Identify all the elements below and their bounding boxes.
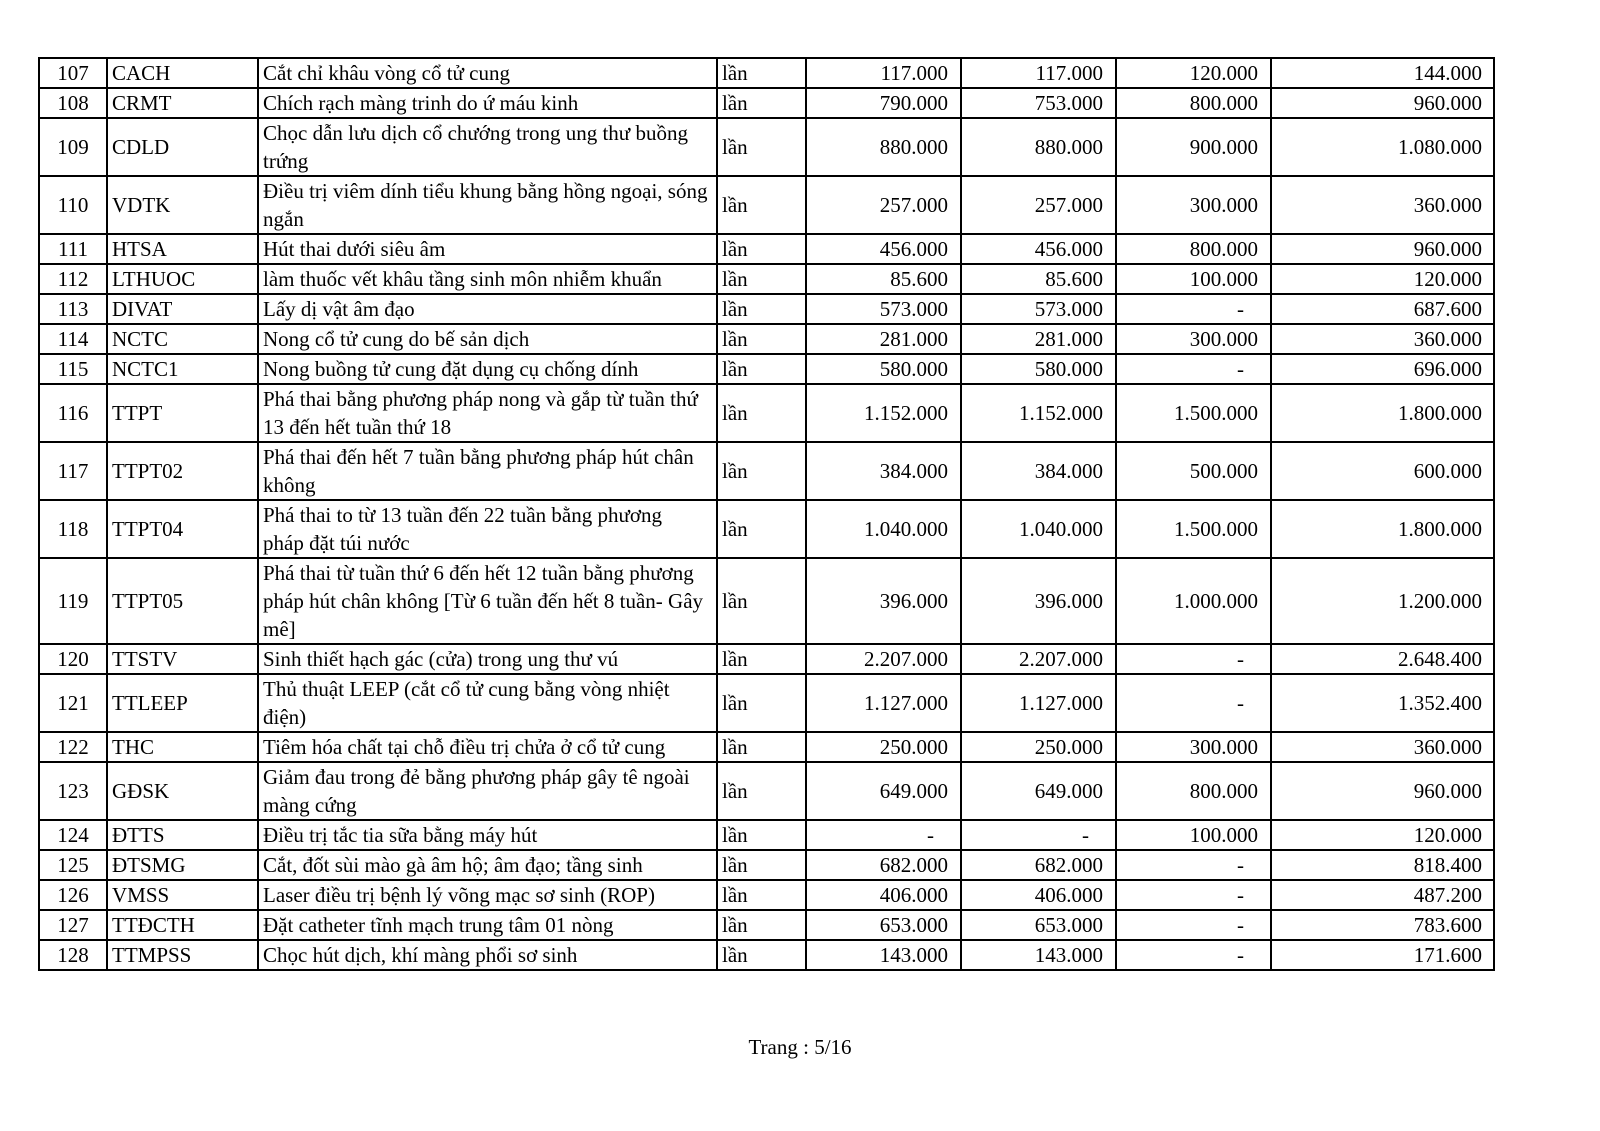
price-col-2-cell: 406.000 <box>961 880 1116 910</box>
service-code-cell: TTMPSS <box>107 940 258 970</box>
row-number-cell: 128 <box>39 940 107 970</box>
unit-cell: lần <box>717 850 806 880</box>
service-code-cell: CRMT <box>107 88 258 118</box>
unit-cell: lần <box>717 820 806 850</box>
price-col-4-cell: 171.600 <box>1271 940 1494 970</box>
unit-cell: lần <box>717 294 806 324</box>
unit-cell: lần <box>717 324 806 354</box>
service-name-cell: Đặt catheter tĩnh mạch trung tâm 01 nòng <box>258 910 717 940</box>
unit-cell: lần <box>717 88 806 118</box>
price-col-2-cell: 143.000 <box>961 940 1116 970</box>
service-name-cell: Cắt chỉ khâu vòng cổ tử cung <box>258 58 717 88</box>
price-col-3-cell: 300.000 <box>1116 176 1271 234</box>
unit-cell: lần <box>717 354 806 384</box>
price-col-3-cell: 300.000 <box>1116 324 1271 354</box>
price-col-2-cell: 1.127.000 <box>961 674 1116 732</box>
price-col-3-cell: 100.000 <box>1116 820 1271 850</box>
unit-cell: lần <box>717 442 806 500</box>
table-row <box>39 850 1494 880</box>
service-code-cell: DIVAT <box>107 294 258 324</box>
row-number-cell: 116 <box>39 384 107 442</box>
price-col-3-cell: - <box>1116 880 1271 910</box>
service-name-cell: Laser điều trị bệnh lý võng mạc sơ sinh (ROP) <box>258 880 717 910</box>
table-row <box>39 940 1494 970</box>
row-number-cell: 112 <box>39 264 107 294</box>
unit-cell: lần <box>717 732 806 762</box>
price-col-4-cell: 1.352.400 <box>1271 674 1494 732</box>
price-col-1-cell: 2.207.000 <box>806 644 961 674</box>
row-number-cell: 108 <box>39 88 107 118</box>
service-code-cell: CACH <box>107 58 258 88</box>
price-col-1-cell: 682.000 <box>806 850 961 880</box>
row-number-cell: 110 <box>39 176 107 234</box>
price-col-1-cell: 406.000 <box>806 880 961 910</box>
service-name-cell: Tiêm hóa chất tại chỗ điều trị chửa ở cổ tử cung <box>258 732 717 762</box>
price-col-1-cell: 880.000 <box>806 118 961 176</box>
table-row <box>39 500 1494 558</box>
price-col-1-cell: 250.000 <box>806 732 961 762</box>
unit-cell: lần <box>717 118 806 176</box>
price-col-4-cell: 144.000 <box>1271 58 1494 88</box>
service-code-cell: TTLEEP <box>107 674 258 732</box>
table-row <box>39 442 1494 500</box>
unit-cell: lần <box>717 58 806 88</box>
service-code-cell: VMSS <box>107 880 258 910</box>
service-code-cell: THC <box>107 732 258 762</box>
service-code-cell: GĐSK <box>107 762 258 820</box>
row-number-cell: 118 <box>39 500 107 558</box>
table-row <box>39 118 1494 176</box>
table-row <box>39 674 1494 732</box>
price-col-2-cell: 117.000 <box>961 58 1116 88</box>
table-row <box>39 644 1494 674</box>
price-col-2-cell: 573.000 <box>961 294 1116 324</box>
price-col-1-cell: 790.000 <box>806 88 961 118</box>
price-col-4-cell: 1.200.000 <box>1271 558 1494 644</box>
price-col-4-cell: 1.800.000 <box>1271 384 1494 442</box>
price-col-2-cell: 2.207.000 <box>961 644 1116 674</box>
price-col-1-cell: 85.600 <box>806 264 961 294</box>
service-code-cell: TTPT <box>107 384 258 442</box>
table-row <box>39 88 1494 118</box>
service-code-cell: TTPT02 <box>107 442 258 500</box>
table-row <box>39 354 1494 384</box>
service-code-cell: VDTK <box>107 176 258 234</box>
price-col-3-cell: - <box>1116 674 1271 732</box>
price-col-3-cell: - <box>1116 850 1271 880</box>
price-col-1-cell: - <box>806 820 961 850</box>
row-number-cell: 125 <box>39 850 107 880</box>
table-row <box>39 910 1494 940</box>
table-row <box>39 264 1494 294</box>
row-number-cell: 119 <box>39 558 107 644</box>
row-number-cell: 113 <box>39 294 107 324</box>
table-row <box>39 58 1494 88</box>
service-code-cell: CDLD <box>107 118 258 176</box>
price-col-4-cell: 360.000 <box>1271 732 1494 762</box>
row-number-cell: 126 <box>39 880 107 910</box>
service-name-cell: Phá thai bằng phương pháp nong và gắp từ tuần thứ 13 đến hết tuần thứ 18 <box>258 384 717 442</box>
price-col-3-cell: 900.000 <box>1116 118 1271 176</box>
service-code-cell: ĐTTS <box>107 820 258 850</box>
price-col-3-cell: - <box>1116 644 1271 674</box>
service-name-cell: Lấy dị vật âm đạo <box>258 294 717 324</box>
page-number: Trang : 5/16 <box>748 1035 852 1059</box>
price-col-3-cell: - <box>1116 354 1271 384</box>
table-row <box>39 558 1494 644</box>
unit-cell: lần <box>717 384 806 442</box>
price-col-3-cell: 120.000 <box>1116 58 1271 88</box>
price-col-3-cell: 500.000 <box>1116 442 1271 500</box>
price-col-3-cell: 100.000 <box>1116 264 1271 294</box>
price-col-4-cell: 600.000 <box>1271 442 1494 500</box>
price-col-4-cell: 120.000 <box>1271 264 1494 294</box>
service-name-cell: Cắt, đốt sùi mào gà âm hộ; âm đạo; tầng sinh <box>258 850 717 880</box>
price-col-1-cell: 396.000 <box>806 558 961 644</box>
service-code-cell: TTPT04 <box>107 500 258 558</box>
service-name-cell: Điều trị viêm dính tiểu khung bằng hồng ngoại, sóng ngắn <box>258 176 717 234</box>
service-code-cell: LTHUOC <box>107 264 258 294</box>
service-code-cell: ĐTSMG <box>107 850 258 880</box>
unit-cell: lần <box>717 674 806 732</box>
price-col-2-cell: - <box>961 820 1116 850</box>
price-col-2-cell: 649.000 <box>961 762 1116 820</box>
price-col-3-cell: 300.000 <box>1116 732 1271 762</box>
price-col-1-cell: 649.000 <box>806 762 961 820</box>
unit-cell: lần <box>717 762 806 820</box>
price-col-4-cell: 360.000 <box>1271 176 1494 234</box>
table-row <box>39 762 1494 820</box>
price-col-2-cell: 384.000 <box>961 442 1116 500</box>
service-code-cell: TTSTV <box>107 644 258 674</box>
price-col-2-cell: 580.000 <box>961 354 1116 384</box>
table-row <box>39 324 1494 354</box>
service-code-cell: NCTC1 <box>107 354 258 384</box>
price-col-2-cell: 85.600 <box>961 264 1116 294</box>
price-col-3-cell: 1.500.000 <box>1116 384 1271 442</box>
service-code-cell: HTSA <box>107 234 258 264</box>
table-row <box>39 234 1494 264</box>
service-name-cell: Chích rạch màng trinh do ứ máu kinh <box>258 88 717 118</box>
price-col-2-cell: 456.000 <box>961 234 1116 264</box>
price-col-1-cell: 1.152.000 <box>806 384 961 442</box>
table-row <box>39 732 1494 762</box>
row-number-cell: 124 <box>39 820 107 850</box>
service-name-cell: Phá thai đến hết 7 tuần bằng phương pháp hút chân không <box>258 442 717 500</box>
price-col-1-cell: 456.000 <box>806 234 961 264</box>
price-col-4-cell: 783.600 <box>1271 910 1494 940</box>
table-row <box>39 384 1494 442</box>
price-col-4-cell: 1.080.000 <box>1271 118 1494 176</box>
price-col-1-cell: 1.127.000 <box>806 674 961 732</box>
price-col-1-cell: 653.000 <box>806 910 961 940</box>
service-name-cell: Thủ thuật LEEP (cắt cổ tử cung bằng vòng nhiệt điện) <box>258 674 717 732</box>
row-number-cell: 115 <box>39 354 107 384</box>
price-col-4-cell: 360.000 <box>1271 324 1494 354</box>
price-col-4-cell: 687.600 <box>1271 294 1494 324</box>
price-col-2-cell: 257.000 <box>961 176 1116 234</box>
service-name-cell: Phá thai to từ 13 tuần đến 22 tuần bằng phương pháp đặt túi nước <box>258 500 717 558</box>
service-name-cell: Nong cổ tử cung do bế sản dịch <box>258 324 717 354</box>
row-number-cell: 127 <box>39 910 107 940</box>
table-row <box>39 176 1494 234</box>
unit-cell: lần <box>717 940 806 970</box>
price-col-2-cell: 653.000 <box>961 910 1116 940</box>
price-col-4-cell: 696.000 <box>1271 354 1494 384</box>
price-col-4-cell: 2.648.400 <box>1271 644 1494 674</box>
service-name-cell: làm thuốc vết khâu tầng sinh môn nhiễm khuẩn <box>258 264 717 294</box>
unit-cell: lần <box>717 880 806 910</box>
price-col-2-cell: 250.000 <box>961 732 1116 762</box>
service-name-cell: Sinh thiết hạch gác (cửa) trong ung thư vú <box>258 644 717 674</box>
unit-cell: lần <box>717 644 806 674</box>
price-col-3-cell: - <box>1116 940 1271 970</box>
table-body <box>39 58 1494 970</box>
price-col-4-cell: 960.000 <box>1271 234 1494 264</box>
price-col-4-cell: 818.400 <box>1271 850 1494 880</box>
row-number-cell: 120 <box>39 644 107 674</box>
price-col-3-cell: - <box>1116 910 1271 940</box>
price-col-3-cell: 800.000 <box>1116 88 1271 118</box>
service-name-cell: Chọc dẫn lưu dịch cổ chướng trong ung thư buồng trứng <box>258 118 717 176</box>
service-code-cell: NCTC <box>107 324 258 354</box>
price-col-3-cell: 800.000 <box>1116 234 1271 264</box>
service-name-cell: Hút thai dưới siêu âm <box>258 234 717 264</box>
table-row <box>39 880 1494 910</box>
price-col-2-cell: 753.000 <box>961 88 1116 118</box>
unit-cell: lần <box>717 176 806 234</box>
service-name-cell: Chọc hút dịch, khí màng phổi sơ sinh <box>258 940 717 970</box>
price-col-1-cell: 1.040.000 <box>806 500 961 558</box>
price-col-4-cell: 487.200 <box>1271 880 1494 910</box>
price-col-1-cell: 143.000 <box>806 940 961 970</box>
price-col-1-cell: 257.000 <box>806 176 961 234</box>
price-col-2-cell: 281.000 <box>961 324 1116 354</box>
price-col-4-cell: 120.000 <box>1271 820 1494 850</box>
row-number-cell: 123 <box>39 762 107 820</box>
row-number-cell: 117 <box>39 442 107 500</box>
table-row <box>39 294 1494 324</box>
unit-cell: lần <box>717 558 806 644</box>
price-col-1-cell: 117.000 <box>806 58 961 88</box>
price-col-2-cell: 396.000 <box>961 558 1116 644</box>
price-col-2-cell: 1.152.000 <box>961 384 1116 442</box>
service-code-cell: TTPT05 <box>107 558 258 644</box>
service-name-cell: Điều trị tắc tia sữa bằng máy hút <box>258 820 717 850</box>
service-name-cell: Giảm đau trong đẻ bằng phương pháp gây tê ngoài màng cứng <box>258 762 717 820</box>
price-col-3-cell: - <box>1116 294 1271 324</box>
table-row <box>39 820 1494 850</box>
price-col-4-cell: 960.000 <box>1271 88 1494 118</box>
service-name-cell: Phá thai từ tuần thứ 6 đến hết 12 tuần bằng phương pháp hút chân không [Từ 6 tuần đến hết 8 tuần- Gây mê] <box>258 558 717 644</box>
row-number-cell: 111 <box>39 234 107 264</box>
price-col-1-cell: 580.000 <box>806 354 961 384</box>
price-col-4-cell: 960.000 <box>1271 762 1494 820</box>
unit-cell: lần <box>717 264 806 294</box>
row-number-cell: 122 <box>39 732 107 762</box>
price-col-2-cell: 1.040.000 <box>961 500 1116 558</box>
price-col-3-cell: 1.500.000 <box>1116 500 1271 558</box>
price-col-1-cell: 281.000 <box>806 324 961 354</box>
row-number-cell: 121 <box>39 674 107 732</box>
price-col-2-cell: 880.000 <box>961 118 1116 176</box>
row-number-cell: 114 <box>39 324 107 354</box>
price-col-1-cell: 573.000 <box>806 294 961 324</box>
price-table <box>38 57 1495 971</box>
price-col-1-cell: 384.000 <box>806 442 961 500</box>
unit-cell: lần <box>717 234 806 264</box>
unit-cell: lần <box>717 500 806 558</box>
row-number-cell: 109 <box>39 118 107 176</box>
service-name-cell: Nong buồng tử cung đặt dụng cụ chống dính <box>258 354 717 384</box>
price-col-3-cell: 1.000.000 <box>1116 558 1271 644</box>
price-col-2-cell: 682.000 <box>961 850 1116 880</box>
price-col-3-cell: 800.000 <box>1116 762 1271 820</box>
service-code-cell: TTĐCTH <box>107 910 258 940</box>
row-number-cell: 107 <box>39 58 107 88</box>
price-col-4-cell: 1.800.000 <box>1271 500 1494 558</box>
unit-cell: lần <box>717 910 806 940</box>
